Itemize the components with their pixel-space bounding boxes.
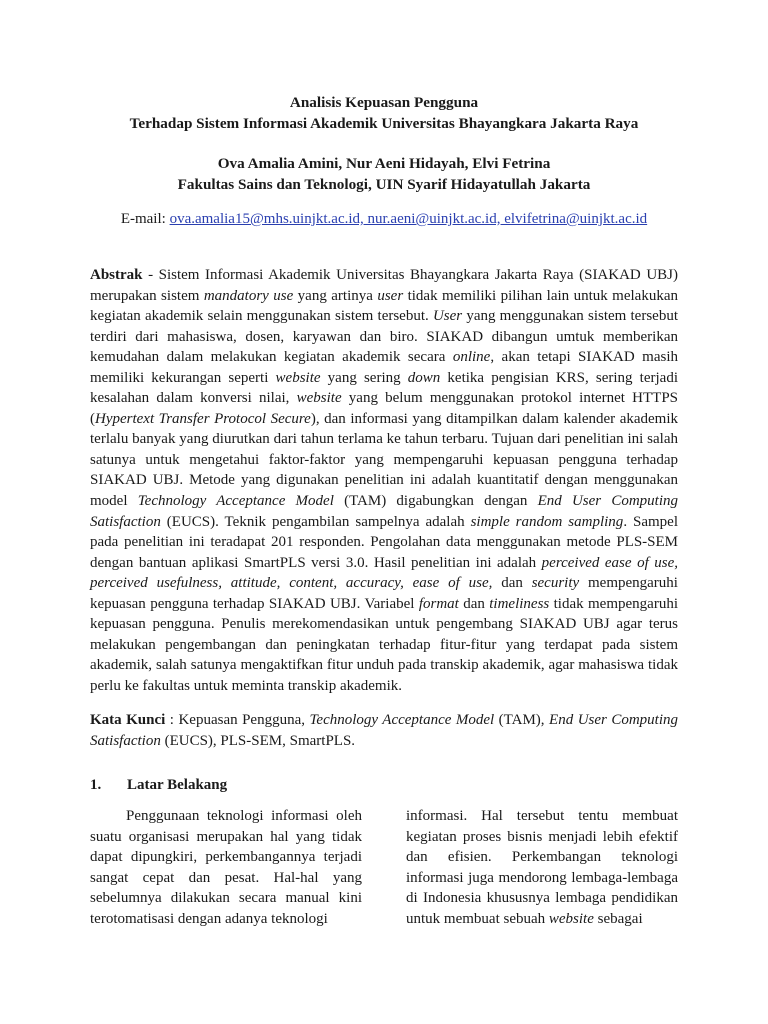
abstract-text: tidak memiliki pilihan lain untuk melakukan kegiatan akademik selain menggunakan sistem tersebut. (90, 287, 678, 325)
author-affiliation: Fakultas Sains dan Teknologi, UIN Syarif Hidayatullah Jakarta (177, 176, 591, 193)
keywords-text: (TAM), (494, 712, 550, 728)
abstract-text: . Sampel pada penelitian ini teradapat 201 responden. Pengolahan data menggunakan metode PLS-SEM dengan bantuan aplikasi SmartPLS versi 3.0. Hasil penelitian ini adalah (90, 513, 679, 571)
section-title: Latar Belakang (127, 777, 228, 793)
body-right-term: website (548, 910, 594, 927)
abstract-text: - Sistem Informasi Akademik Universitas Bhayangkara Jakarta Raya (SIAKAD UBJ) merupakan sistem (90, 267, 678, 304)
abstract-term: format (418, 595, 459, 612)
title-line-1: Analisis Kepuasan Pengguna (289, 94, 479, 111)
body-right-text: informasi. Hal tersebut tentu membuat kegiatan proses bisnis menjadi lebih efektif dan efisien. Perkembangan teknologi informasi juga mendorong lembaga-lembaga di Indonesia khususnya lembaga pendidikan untuk membuat sebuah (406, 808, 678, 927)
body-right-text: sebagai (593, 910, 643, 927)
abstract-term: End User Computing Satisfaction (90, 493, 679, 530)
abstract-term: website (296, 390, 342, 407)
abstract-term: simple random sampling (470, 513, 624, 530)
abstract-term: perceived ease of use, perceived usefulness, attitude, content, accuracy, ease of use, (90, 554, 678, 592)
abstract-term: user (377, 287, 404, 304)
author-block (90, 153, 678, 195)
abstract-term: security (531, 575, 580, 592)
abstract-term: Hypertext Transfer Protocol Secure (95, 410, 311, 427)
abstract-term: Technology Acceptance Model (137, 493, 334, 510)
abstract-term: timeliness (489, 595, 550, 612)
abstract-text: tidak mempengaruhi kepuasan pengguna. Penulis merekomendasikan untuk pengembang SIAKAD UBJ agar terus melakukan pengembangan dan peningkatan terhadap fitur-fitur yang terdapat pada sistem akademik, salah satunya mengaktifkan fitur unduh pada transkip akademik, agar mahasiswa tidak perlu ke fakultas untuk meminta transkip akademik. (90, 595, 678, 694)
keywords-paragraph (90, 710, 678, 751)
abstract-text: (EUCS). Teknik pengambilan sampelnya adalah (160, 513, 471, 530)
email-line (90, 209, 678, 230)
abstract-term: down (407, 369, 441, 386)
email-label: E-mail: (120, 211, 166, 227)
abstract-text: ), dan informasi yang ditampilkan dalam kalender akademik terlalu banyak yang diurutkan dari tahun terlama ke tahun terbaru. Tujuan dari penelitian ini salah satunya untuk mengetahui faktor-faktor yang mempengaruhi kepuasan pengguna terhadap SIAKAD UBJ. Metode yang digunakan penelitian ini adalah kuantitatif dengan menggunakan model (90, 410, 679, 510)
section-heading (90, 777, 227, 794)
author-names: Ova Amalia Amini, Nur Aeni Hidayah, Elvi Fetrina (217, 155, 551, 172)
abstract-text: yang belum menggunakan protokol internet HTTPS ( (90, 390, 679, 427)
abstract-text: dan (458, 595, 490, 612)
section-number: 1. (90, 777, 102, 793)
abstract-text: , akan tetapi SIAKAD masih memiliki kekurangan seperti (90, 349, 678, 386)
keywords-term: End User Computing Satisfaction (90, 712, 679, 749)
title-line-2: Terhadap Sistem Informasi Akademik Universitas Bhayangkara Jakarta Raya (129, 115, 639, 132)
abstract-term: online (452, 349, 491, 366)
body-left-text: Penggunaan teknologi informasi oleh suatu organisasi merupakan hal yang tidak dapat dipungkiri, perkembangannya terjadi sangat cepat dan pesat. Hal-hal yang sebelumnya dilakukan secara manual kini terotomatisasi dengan adanya teknologi (90, 808, 362, 927)
abstract-text: ketika pengisian KRS, sering terjadi kesalahan dalam konversi nilai, (90, 369, 678, 407)
abstract-text: dan (492, 575, 532, 592)
abstract-text: mempengaruhi kepuasan pengguna terhadap SIAKAD UBJ. Variabel (90, 575, 678, 612)
keywords-label: Kata Kunci (90, 712, 166, 728)
abstract-term: website (275, 369, 321, 386)
abstract-paragraph (90, 265, 678, 696)
abstract-term: mandatory use (203, 287, 294, 304)
abstract-text: yang artinya (293, 287, 378, 304)
paper-title (90, 92, 678, 134)
keywords-term: Technology Acceptance Model (309, 712, 495, 728)
abstract-term: User (432, 308, 463, 325)
keywords-text: (EUCS), PLS-SEM, SmartPLS. (160, 732, 356, 749)
abstract-label: Abstrak (90, 267, 143, 283)
keywords-text: : Kepuasan Pengguna, (165, 712, 310, 728)
abstract-text: yang sering (320, 369, 408, 386)
body-column-right (406, 806, 678, 930)
body-column-left (90, 806, 362, 930)
email-links[interactable]: ova.amalia15@mhs.uinjkt.ac.id, nur.aeni@uinjkt.ac.id, elvifetrina@uinjkt.ac.id (169, 211, 648, 227)
abstract-text: yang menggunakan sistem tersebut terdiri dari mahasiswa, dosen, karyawan dan biro. SIAKAD dibangun umtuk memberikan kemudahan dalam melakukan kegiatan akademik secara (90, 308, 678, 366)
abstract-text: (TAM) digabungkan dengan (333, 493, 538, 510)
